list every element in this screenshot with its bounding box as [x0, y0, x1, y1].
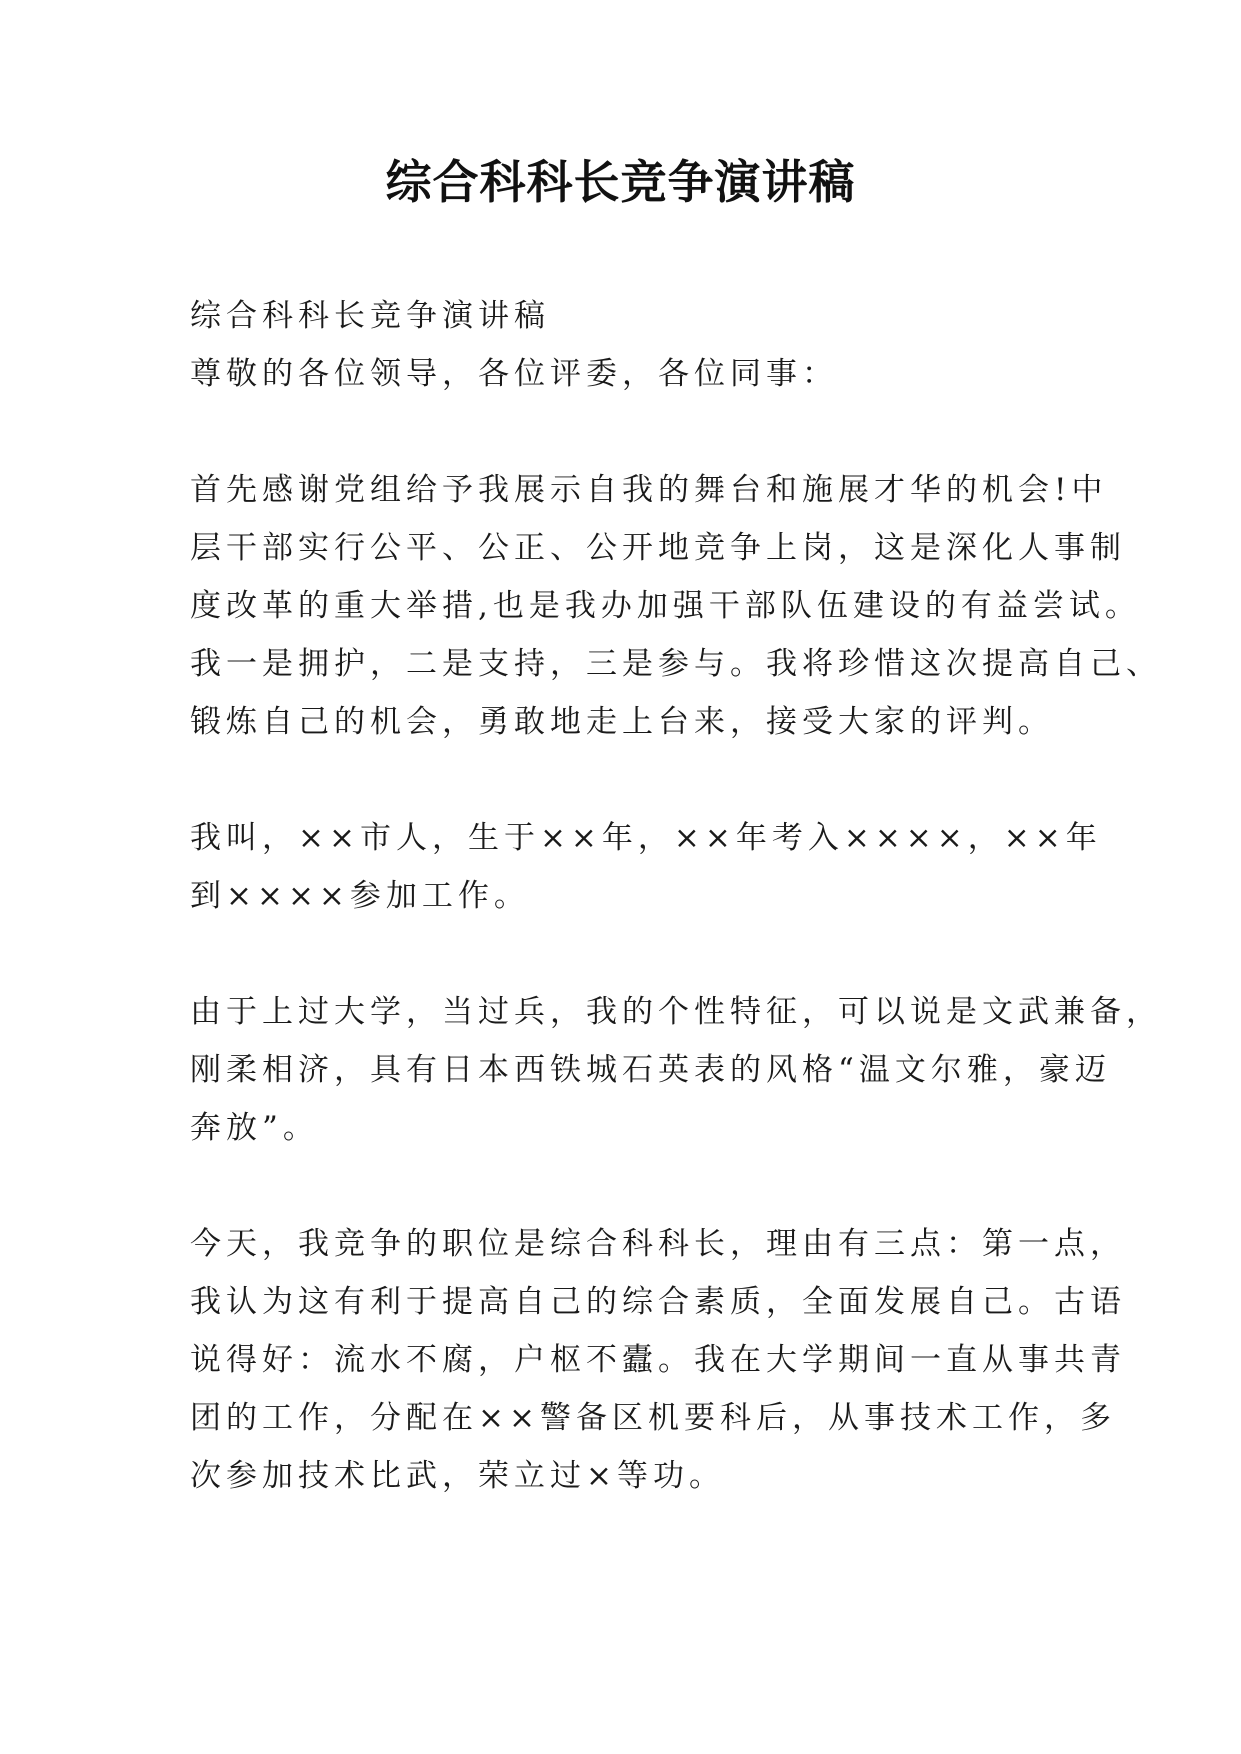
paragraph-gap	[190, 925, 1060, 983]
paragraph-line: 度改革的重大举措,也是我办加强干部队伍建设的有益尝试。	[190, 588, 1141, 624]
salutation: 尊敬的各位领导，各位评委，各位同事：	[190, 356, 838, 392]
document-subtitle: 综合科科长竞争演讲稿	[190, 298, 550, 334]
paragraph-gap	[190, 1157, 1060, 1215]
paragraph-line: 到××××参加工作。	[190, 878, 530, 914]
paragraph-line: 奔放”。	[190, 1110, 319, 1146]
paragraph-line: 首先感谢党组给予我展示自我的舞台和施展才华的机会!中	[190, 472, 1108, 508]
paragraph-line: 层干部实行公平、公正、公开地竞争上岗，这是深化人事制	[190, 530, 1126, 566]
paragraph-2	[190, 809, 1102, 925]
paragraph-line: 说得好：流水不腐，户枢不蠹。我在大学期间一直从事共青	[190, 1342, 1126, 1378]
paragraph-line: 刚柔相济，具有日本西铁城石英表的风格“温文尔雅，豪迈	[190, 1052, 1111, 1088]
paragraph-1	[190, 461, 1162, 751]
paragraph-line: 我一是拥护，二是支持，三是参与。我将珍惜这次提高自己、	[190, 646, 1162, 682]
document-body	[190, 287, 1162, 1505]
paragraph-gap	[190, 751, 1060, 809]
paragraph-line: 今天，我竞争的职位是综合科科长，理由有三点：第一点，	[190, 1226, 1126, 1262]
paragraph-3	[190, 983, 1162, 1157]
paragraph-4	[190, 1215, 1126, 1505]
paragraph-line: 我认为这有利于提高自己的综合素质，全面发展自己。古语	[190, 1284, 1126, 1320]
paragraph-line: 由于上过大学，当过兵，我的个性特征，可以说是文武兼备，	[190, 994, 1162, 1030]
paragraph-gap	[190, 403, 1060, 461]
paragraph-line: 次参加技术比武，荣立过×等功。	[190, 1458, 725, 1494]
paragraph-line: 我叫，××市人，生于××年，××年考入××××，××年	[190, 820, 1102, 856]
paragraph-line: 锻炼自己的机会，勇敢地走上台来，接受大家的评判。	[190, 704, 1054, 740]
paragraph-line: 团的工作，分配在××警备区机要科后，从事技术工作，多	[190, 1400, 1116, 1436]
document-title: 综合科科长竞争演讲稿	[385, 155, 856, 209]
